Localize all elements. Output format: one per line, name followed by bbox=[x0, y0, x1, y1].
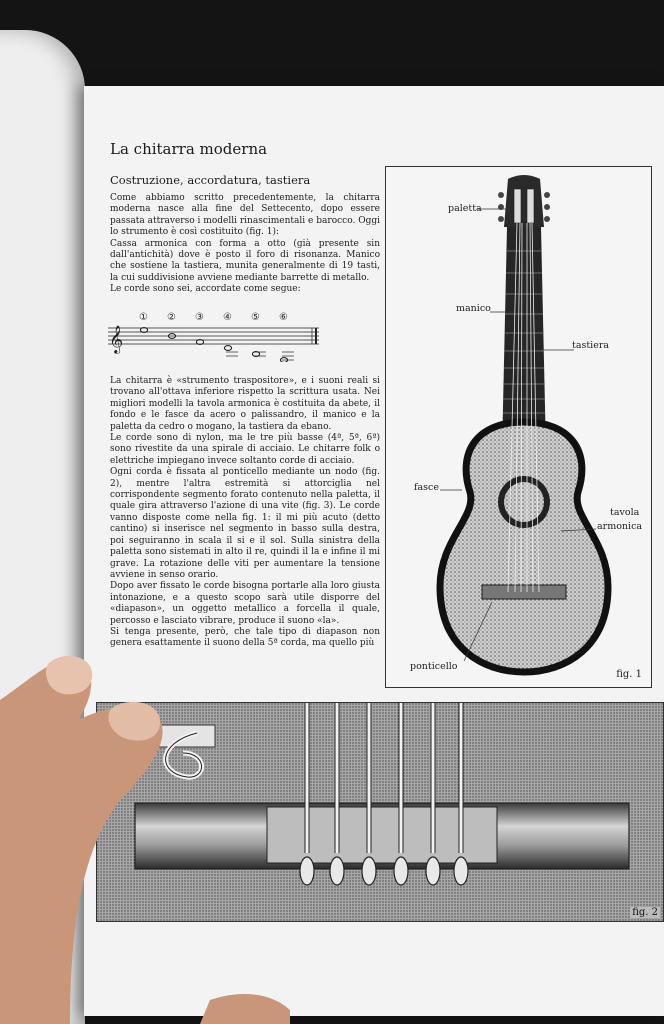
label-ponticello: ponticello bbox=[410, 661, 458, 672]
body-paragraph-3: Ogni corda è fissata al ponticello mediante un nodo (fig. 2), mentre l'altra estremità si attorciglia nel corrispondente segmento forato contenuto nella paletta, il quale gira attraverso l'azione di una vite (fig. 3). Le corde vanno disposte come nella fig. 1: il mi più acuto (detto cantino) si inserisce nel segmento in basso sulla destra, poi seguiranno in scala il si e il sol. Sulla sinistra della paletta sono sistemati in alto il re, quindi il la e infine il mi grave. La rotazione delle viti per aumentare la tensione avviene in senso orario. bbox=[110, 467, 380, 580]
bridge-illustration bbox=[97, 703, 663, 921]
section-title: Costruzione, accordatura, tastiera bbox=[110, 173, 311, 187]
facing-page-edge bbox=[0, 30, 85, 1024]
label-manico: manico bbox=[456, 303, 491, 314]
label-tavola: tavola bbox=[610, 507, 640, 518]
body-paragraph-2: Le corde sono di nylon, ma le tre più basse (4ª, 5ª, 6ª) sono rivestite da una spirale di acciaio. Le chitarre folk o elettriche impiegano invece soltanto corde di acciaio. bbox=[110, 433, 380, 466]
figure-2-caption: fig. 2 bbox=[632, 907, 658, 918]
intro-text bbox=[110, 193, 380, 296]
body-paragraph-1: La chitarra è «strumento traspositore», e i suoni reali si trovano all'ottava inferiore rispetto la scrittura usata. Nei migliori modelli la tavola armonica è costituita da abete, il fondo e le fasce da acero o palissandro, il manico e la paletta da cedro o mogano, la tastiera da ebano. bbox=[110, 376, 380, 432]
guitar-illustration bbox=[386, 167, 651, 687]
string-number: ④ bbox=[223, 312, 232, 323]
string-number: ③ bbox=[195, 312, 204, 323]
staff-graphic bbox=[104, 312, 324, 362]
string-number: ⑥ bbox=[279, 312, 288, 323]
body-paragraph-4: Dopo aver fissato le corde bisogna portarle alla loro giusta intonazione, e a questo scopo sarà utile disporre del «diapason», un oggetto metallico a forcella il quale, percosso e lasciato vibrare, produce il suono «la». bbox=[110, 581, 380, 626]
intro-paragraph-1: Come abbiamo scritto precedentemente, la chitarra moderna nasce alla fine del Settecento, dopo essere passata attraverso i modelli rinascimentali e barocco. Oggi lo strumento è così costituito (fig. 1): bbox=[110, 193, 380, 238]
body-paragraph-5: Si tenga presente, però, che tale tipo di diapason non genera esattamente il suono della 5ª corda, ma quello più bbox=[110, 626, 380, 649]
intro-paragraph-2: Cassa armonica con forma a otto (già presente sin dall'antichità) dove è posto il foro di risonanza. Manico che sostiene la tastiera, munita generalmente di 19 tasti, la cui suddivisione avviene mediante barrette di metallo. bbox=[110, 238, 380, 283]
figure-1-guitar bbox=[385, 166, 652, 688]
tuning-staff bbox=[104, 312, 324, 362]
body-text bbox=[110, 376, 380, 650]
intro-paragraph-3: Le corde sono sei, accordate come segue: bbox=[110, 284, 301, 295]
string-number: ② bbox=[167, 312, 176, 323]
figure-2-bridge-knots bbox=[96, 702, 664, 922]
label-tastiera: tastiera bbox=[572, 340, 610, 351]
string-number: ⑤ bbox=[251, 312, 260, 323]
page-title: La chitarra moderna bbox=[110, 140, 268, 158]
label-fasce: fasce bbox=[414, 482, 439, 493]
label-paletta: paletta bbox=[448, 203, 482, 214]
book-page bbox=[84, 86, 664, 1016]
label-armonica: armonica bbox=[597, 521, 643, 532]
string-number: ① bbox=[139, 312, 148, 323]
treble-clef-icon: 𝄞 bbox=[109, 325, 124, 353]
note-re bbox=[224, 346, 231, 351]
figure-1-caption: fig. 1 bbox=[616, 669, 642, 680]
